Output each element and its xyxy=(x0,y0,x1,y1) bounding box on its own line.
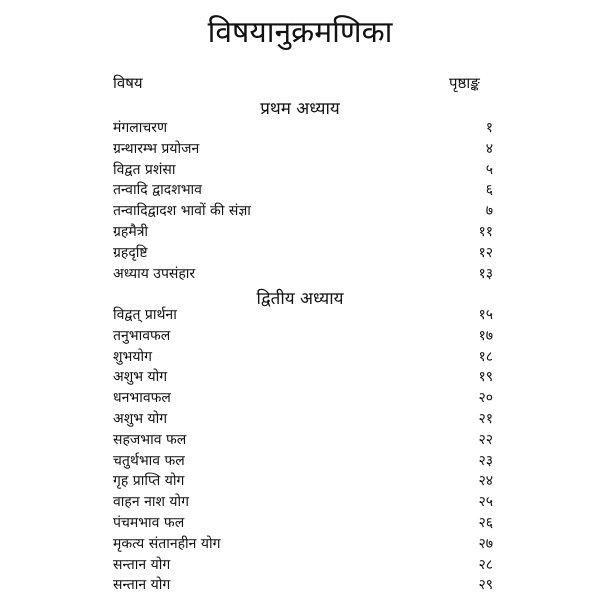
toc-entry-page: २१ xyxy=(478,411,493,427)
toc-row xyxy=(0,388,600,409)
toc-entry-label: अध्याय उपसंहार xyxy=(113,265,196,282)
toc-row xyxy=(0,180,600,201)
toc-entry-page: २७ xyxy=(478,535,493,552)
toc-entry-page: २६ xyxy=(478,515,493,531)
toc-entry-page: १९ xyxy=(478,369,493,386)
toc-entry-page: २५ xyxy=(478,494,493,511)
toc-entry-label: गृह प्राप्ति योग xyxy=(113,473,185,490)
toc-entry-page: १८ xyxy=(478,348,493,365)
page-column-header: पृष्ठाङ्क xyxy=(449,74,480,92)
toc-entry-page: २८ xyxy=(478,556,493,573)
toc-entry-label: वाहन नाश योग xyxy=(113,494,190,511)
toc-entry-label: अशुभ योग xyxy=(113,369,168,386)
toc-row xyxy=(0,347,600,368)
toc-row xyxy=(0,492,600,513)
toc-row xyxy=(0,575,600,596)
toc-entry-label: तन्वादिद्वादश भावों की संज्ञा xyxy=(113,203,251,220)
toc-entry-label: पंचमभाव फल xyxy=(113,515,185,531)
toc-entry-label: मृकत्य संतानहीन योग xyxy=(113,535,221,552)
toc-row xyxy=(0,430,600,451)
toc-row xyxy=(0,160,600,181)
toc-entry-label: ग्रहदृष्टि xyxy=(113,244,148,261)
toc-row xyxy=(0,513,600,534)
toc-entry-label: धनभावफल xyxy=(113,390,171,407)
toc-row xyxy=(0,326,600,347)
toc-entry-label: मंगलाचरण xyxy=(113,120,168,136)
toc-entry-label: सन्तान योग xyxy=(113,556,171,573)
toc-entry-page: २३ xyxy=(478,452,493,469)
toc-row xyxy=(0,201,600,222)
toc-entry-page: ११ xyxy=(478,224,493,240)
toc-entry-page: २४ xyxy=(478,473,493,490)
toc-entry-page: १७ xyxy=(478,327,493,344)
subject-column-header: विषय xyxy=(113,74,143,92)
toc-entry-page: ५ xyxy=(485,161,493,178)
toc-entry-label: ग्रहमैत्री xyxy=(113,224,149,240)
toc-row xyxy=(0,367,600,388)
page-title: विषयानुक्रमणिका xyxy=(207,15,393,50)
toc-row xyxy=(0,555,600,576)
toc-entry-label: विद्वत प्रशंसा xyxy=(113,161,176,178)
toc-row xyxy=(0,139,600,160)
toc-row xyxy=(0,222,600,243)
toc-row xyxy=(0,409,600,430)
toc-row xyxy=(0,451,600,472)
toc-entry-page: ७ xyxy=(485,203,493,220)
toc-row xyxy=(0,305,600,326)
toc-entry-label: अशुभ योग xyxy=(113,411,168,427)
toc-entry-label: ग्रन्थारम्भ प्रयोजन xyxy=(113,140,200,157)
toc-entry-label: तनुभावफल xyxy=(113,327,171,344)
toc-row xyxy=(0,534,600,555)
toc-row xyxy=(0,264,600,285)
toc-entry-page: १३ xyxy=(478,265,493,282)
section-heading: द्वितीय अध्याय xyxy=(256,289,344,309)
toc-entry-label: विद्वत् प्रार्थना xyxy=(113,307,177,323)
toc-entry-page: १५ xyxy=(478,307,493,323)
toc-entry-label: तन्वादि द्वादशभाव xyxy=(113,182,202,199)
toc-row xyxy=(0,118,600,139)
toc-entry-page: १ xyxy=(485,120,493,136)
section-heading: प्रथम अध्याय xyxy=(260,99,340,119)
toc-entry-label: सन्तान योग xyxy=(113,577,171,594)
toc-entry-label: चतुर्थभाव फल xyxy=(113,452,185,469)
toc-row xyxy=(0,471,600,492)
toc-entry-page: ६ xyxy=(485,182,493,199)
toc-entry-page: २९ xyxy=(478,577,493,594)
toc-row xyxy=(0,243,600,264)
toc-entry-page: १२ xyxy=(478,244,493,261)
toc-entry-label: शुभयोग xyxy=(113,348,152,365)
toc-entry-page: ४ xyxy=(485,140,493,157)
toc-entry-page: २२ xyxy=(478,431,493,448)
toc-entry-page: २० xyxy=(478,390,493,407)
toc-entry-label: सहजभाव फल xyxy=(113,431,187,448)
